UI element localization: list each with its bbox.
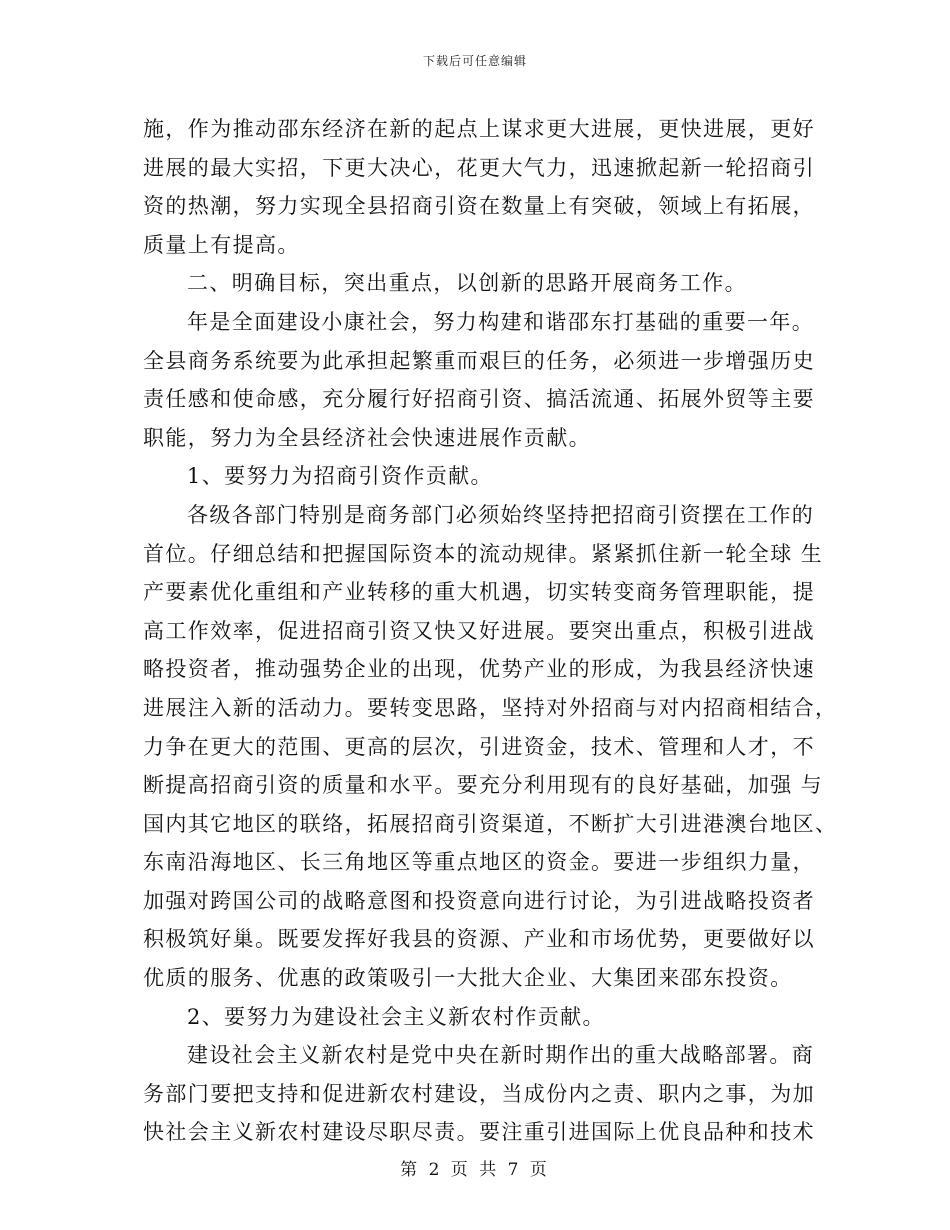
text-line: 建设社会主义新农村是党中央在新时期作出的重大战略部署。商 <box>187 1043 815 1068</box>
text-line: 资的热潮，努力实现全县招商引资在数量上有突破，领域上有拓展， <box>143 194 815 219</box>
text-line: 国内其它地区的联络，拓展招商引资渠道，不断扩大引进港澳台地区、 <box>143 811 838 836</box>
section-heading: 二、明确目标，突出重点，以创新的思路开展商务工作。 <box>187 271 747 296</box>
text-line: 断提高招商引资的质量和水平。要充分利用现有的良好基础，加强 与 <box>143 773 824 798</box>
text-line: 各级各部门特别是商务部门必须始终坚持把招商引资摆在工作的 <box>187 502 815 527</box>
text-line: 快社会主义新农村建设尽职尽责。要注重引进国际上优良品种和技术 <box>143 1120 815 1145</box>
subsection-heading: 1、要努力为招商引资作贡献。 <box>187 464 493 489</box>
text-line: 进展注入新的活动力。要转变思路，坚持对外招商与对内招商相结合， <box>143 695 838 720</box>
text-line: 职能，努力为全县经济社会快速进展作贡献。 <box>143 425 591 450</box>
page-header-note: 下载后可任意编辑 <box>422 54 527 68</box>
text-line: 首位。仔细总结和把握国际资本的流动规律。紧紧抓住新一轮全球 生 <box>143 541 824 566</box>
text-line: 质量上有提高。 <box>143 232 300 257</box>
text-line: 务部门要把支持和促进新农村建设，当成份内之责、职内之事，为加 <box>143 1081 815 1106</box>
text-line: 略投资者，推动强势企业的出现，优势产业的形成，为我县经济快速 <box>143 657 815 682</box>
text-line: 力争在更大的范围、更高的层次，引进资金，技术、管理和人才，不 <box>143 734 815 759</box>
text-line: 积极筑好巢。既要发挥好我县的资源、产业和市场优势，更要做好以 <box>143 927 815 952</box>
text-line: 东南沿海地区、长三角地区等重点地区的资金。要进一步组织力量， <box>143 850 815 875</box>
text-line: 优质的服务、优惠的政策吸引一大批大企业、大集团来邵东投资。 <box>143 966 793 991</box>
text-line: 产要素优化重组和产业转移的重大机遇，切实转变商务管理职能，提 <box>143 580 815 605</box>
text-line: 高工作效率，促进招商引资又快又好进展。要突出重点，积极引进战 <box>143 618 815 643</box>
document-body <box>143 110 838 1152</box>
text-line: 进展的最大实招，下更大决心，花更大气力，迅速掀起新一轮招商引 <box>143 155 815 180</box>
text-line: 加强对跨国公司的战略意图和投资意向进行讨论，为引进战略投资者 <box>143 888 815 913</box>
subsection-heading: 2、要努力为建设社会主义新农村作贡献。 <box>187 1004 605 1029</box>
text-line: 责任感和使命感，充分履行好招商引资、搞活流通、拓展外贸等主要 <box>143 387 815 412</box>
text-line: 全县商务系统要为此承担起繁重而艰巨的任务，必须进一步增强历史 <box>143 348 815 373</box>
text-line: 年是全面建设小康社会，努力构建和谐邵东打基础的重要一年。 <box>187 309 815 334</box>
page-number: 第 2 页 共 7 页 <box>400 1160 550 1180</box>
text-line: 施，作为推动邵东经济在新的起点上谋求更大进展，更快进展，更好 <box>143 117 815 141</box>
